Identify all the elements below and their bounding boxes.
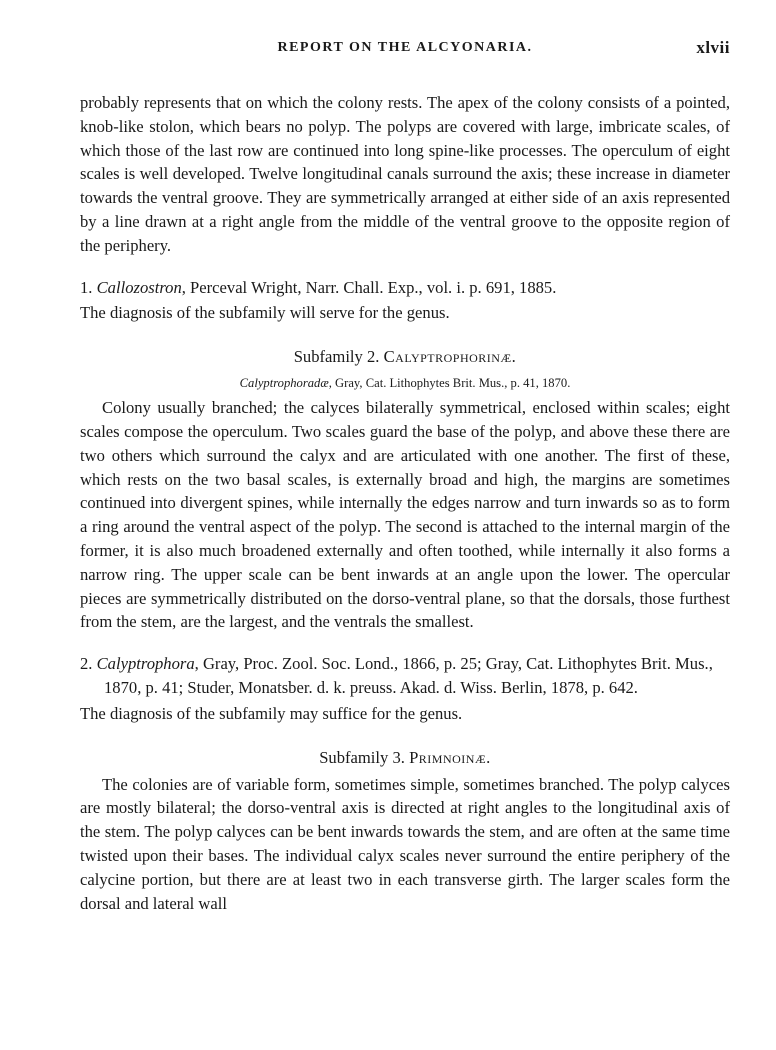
subfamily-description: The colonies are of variable form, sometimes simple, sometimes branched. The polyp calyces are mostly bilateral; the dorso-ventral axis is directed at right angles to the longitudinal axis of the stem. The polyp calyces can be bent inwards towards the stem, and are often at the same time twisted upon their bases. The individual calyx scales never surround the entire periphery of the calycine portion, but there are at least two in each transverse girth. The larger scales form the dorsal and lateral wall bbox=[80, 774, 730, 913]
genus-diagnosis: The diagnosis of the subfamily will serve for the genus. bbox=[80, 303, 450, 323]
subfamily-synonym bbox=[80, 374, 730, 392]
genus-diagnosis: The diagnosis of the subfamily may suffice for the genus. bbox=[80, 703, 463, 723]
subfamily-prefix: Subfamily 2. bbox=[293, 347, 380, 367]
subfamily-description: Colony usually branched; the calyces bilaterally symmetrical, enclosed within scales; eight scales compose the operculum. Two scales guard the base of the polyp, and above these there are two others which surround the calyx and are articulated with one another. The first of these, which rests on the two basal scales, is externally broad and high, the margins are sometimes continued into divergent spines, while internally the edges narrow and turn inwards so as to form a ring around the ventral aspect of the polyp. The second is attached to the internal margin of the former, it is also much broadened externally and often toothed, while internally it also forms a narrow ring. The upper scale can be bent inwards at an angle upon the lower. The opercular pieces are symmetrically distributed on the dorso-ventral plane, so that the dorsals, those furthest from the stem, are the largest, and the ventrals the smallest. bbox=[80, 398, 730, 632]
subfamily-name: Primnoinæ. bbox=[409, 747, 491, 767]
genus-citation: , Perceval Wright, Narr. Chall. Exp., vol. i. p. 691, 1885. bbox=[181, 277, 557, 297]
running-header bbox=[80, 40, 730, 66]
genus-citation: , Gray, Proc. Zool. Soc. Lond., 1866, p. 25; Gray, Cat. Lithophytes Brit. Mus., 1870, p. 41; Studer, Monatsber. d. k. preuss. Akad. d. Wiss. Berlin, 1878, p. 642. bbox=[104, 654, 713, 697]
page bbox=[80, 40, 730, 915]
genus-name: Callozostron bbox=[96, 277, 182, 297]
subfamily-heading-2 bbox=[80, 345, 730, 368]
running-title: REPORT ON THE ALCYONARIA. bbox=[277, 40, 533, 55]
genus-number: 1. bbox=[80, 277, 93, 297]
subfamily-name: Calyptrophorinæ. bbox=[383, 347, 517, 367]
genus-entry-calyptrophora bbox=[80, 652, 730, 700]
genus-number: 2. bbox=[80, 654, 93, 674]
genus-entry-callozostron bbox=[80, 276, 730, 300]
genus-name: Calyptrophora bbox=[96, 654, 195, 674]
synonym-citation: , Gray, Cat. Lithophytes Brit. Mus., p. 41, 1870. bbox=[328, 376, 571, 391]
subfamily-heading-3 bbox=[80, 746, 730, 769]
synonym-name: Calyptrophoradæ bbox=[239, 376, 329, 391]
intro-paragraph: probably represents that on which the colony rests. The apex of the colony consists of a pointed, knob-like stolon, which bears no polyp. The polyps are covered with large, imbricate scales, of which those of the last row are continued into long spine-like processes. The operculum of eight scales is well developed. Twelve longitudinal canals surround the axis; these increase in diameter towards the ventral groove. They are symmetrically arranged at either side of an axis represented by a line drawn at a right angle from the middle of the ventral groove to the opposite region of the periphery. bbox=[80, 93, 730, 255]
page-number: xlvii bbox=[696, 38, 730, 57]
subfamily-prefix: Subfamily 3. bbox=[319, 747, 405, 767]
